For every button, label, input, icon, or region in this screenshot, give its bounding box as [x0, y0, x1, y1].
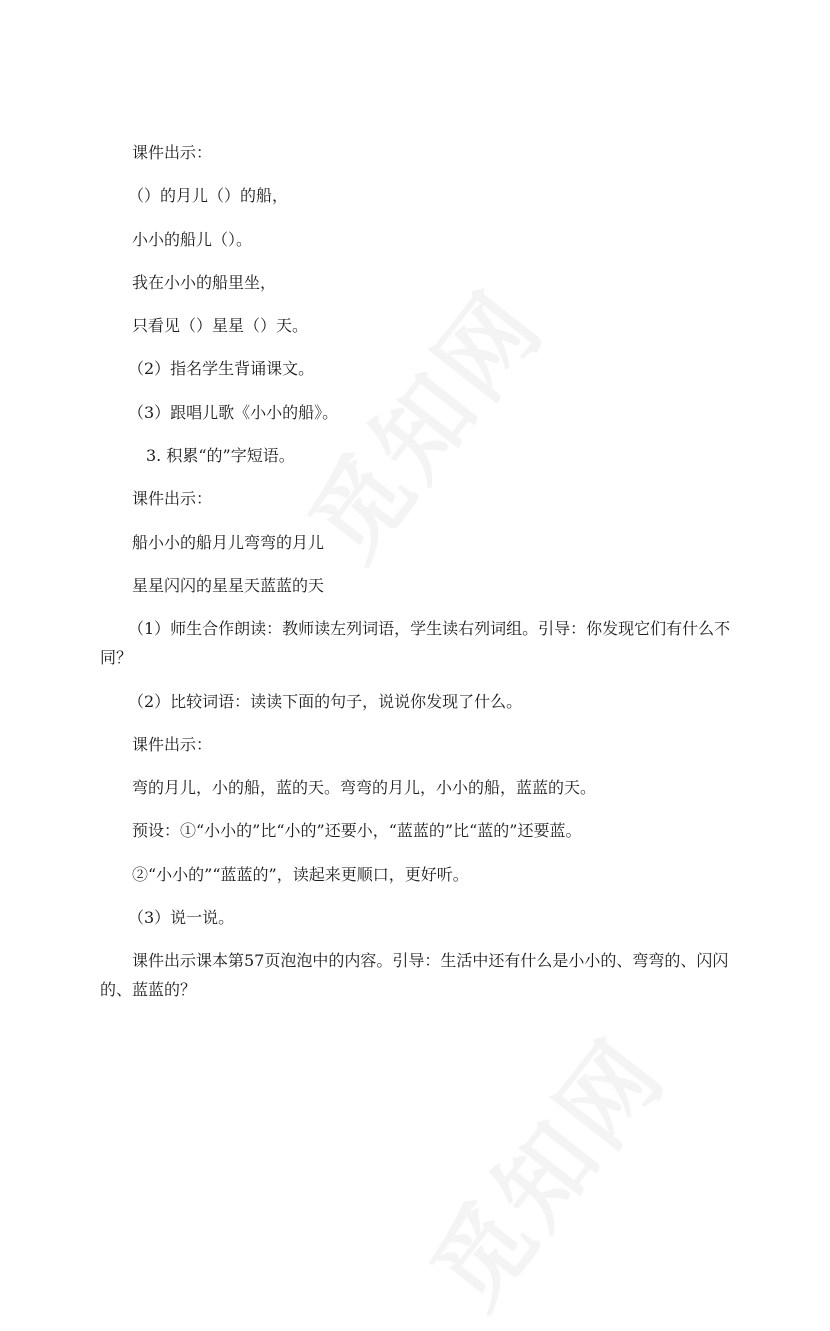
paragraph: 我在小小的船里坐， [132, 272, 277, 292]
paragraph: 星星闪闪的星星天蓝蓝的天 [132, 575, 325, 595]
watermark [395, 1006, 691, 1331]
paragraph: （3）说一说。 [128, 908, 235, 928]
paragraph: 只看见（）星星（）天。 [132, 316, 309, 336]
paragraph: （1）师生合作朗读：教师读左列词语，学生读右列词组。引导：你发现它们有什么不同？ [100, 619, 731, 668]
paragraph: 小小的船儿（）。 [132, 229, 253, 249]
document-body [100, 138, 750, 1019]
paragraph: 弯的月儿，小的船，蓝的天。弯弯的月儿，小小的船，蓝蓝的天。 [132, 778, 597, 798]
paragraph: 船小小的船月儿弯弯的月儿 [132, 532, 325, 552]
paragraph: 课件出示： [132, 143, 213, 162]
paragraph: （2）指名学生背诵课文。 [128, 359, 315, 379]
paragraph: 课件出示： [132, 734, 213, 754]
paragraph: 课件出示： [132, 489, 213, 509]
paragraph: （2）比较词语：读读下面的句子，说说你发现了什么。 [128, 691, 523, 711]
paragraph: （3）跟唱儿歌《小小的船》。 [128, 402, 339, 422]
paragraph: 课件出示课本第57页泡泡中的内容。引导：生活中还有什么是小小的、弯弯的、闪闪的、蓝蓝的？ [100, 951, 729, 1000]
paragraph: 预设：①“小小的”比“小的”还要小，“蓝蓝的”比“蓝的”还要蓝。 [132, 821, 582, 841]
section-heading: 3. 积累“的”字短语。 [146, 446, 295, 466]
paragraph: （）的月儿（）的船， [128, 186, 289, 206]
paragraph: ②“小小的”“蓝蓝的”，读起来更顺口，更好听。 [132, 864, 469, 884]
